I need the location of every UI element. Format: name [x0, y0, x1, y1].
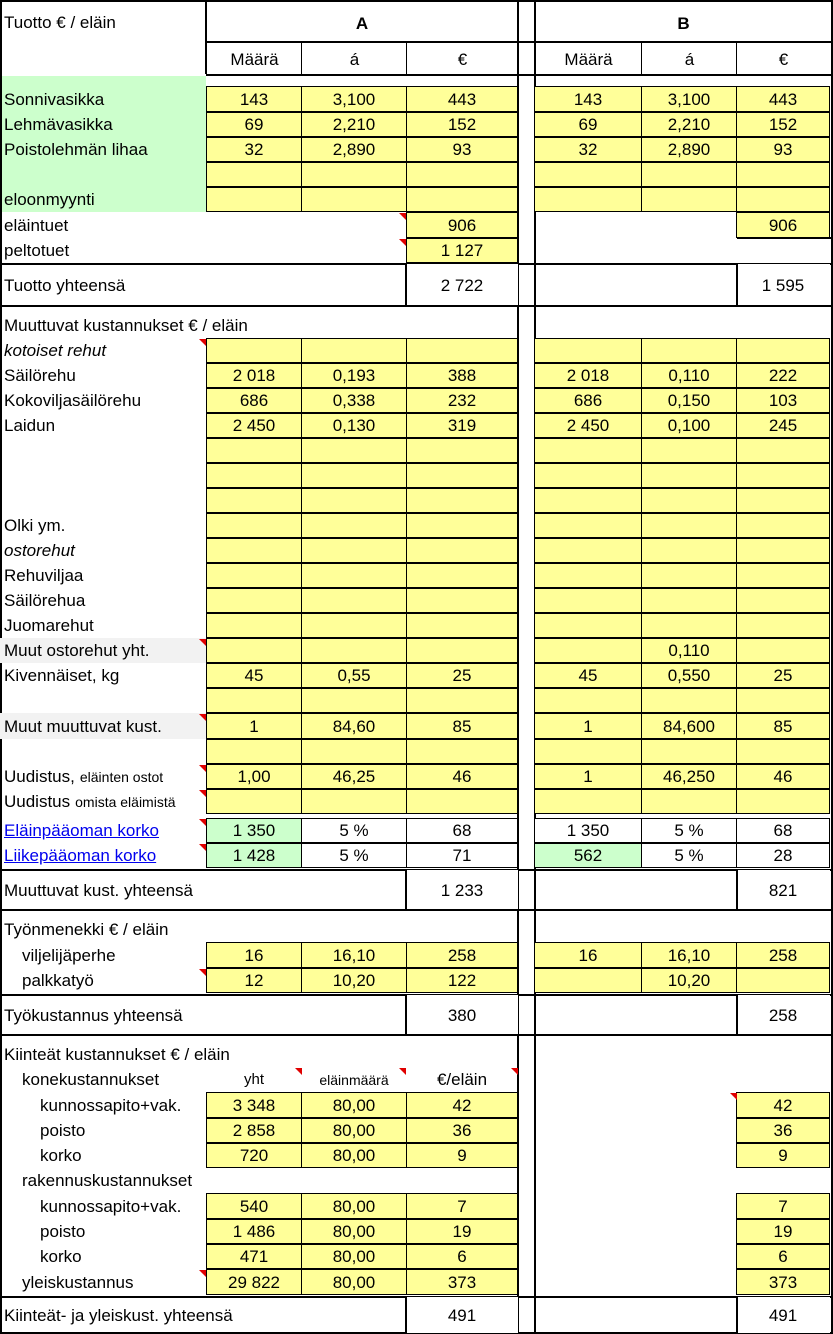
income-row-0-b-1[interactable]: 3,100 — [641, 86, 737, 112]
animal-capital-interest-a-2: 68 — [406, 818, 518, 843]
variable-total-a: 1 233 — [406, 870, 518, 910]
variable-cost-row-15-b-0[interactable]: 1 — [534, 713, 642, 739]
variable-cost-row-14-a-2[interactable] — [406, 688, 518, 713]
variable-cost-row-5-a-0[interactable] — [206, 463, 302, 488]
income-row-0-b-0[interactable]: 143 — [534, 86, 642, 112]
variable-cost-row-4-a-0[interactable] — [206, 438, 302, 463]
grid-line — [736, 870, 738, 910]
comment-indicator-icon[interactable] — [199, 639, 206, 646]
comment-indicator-icon[interactable] — [199, 765, 206, 772]
variable-cost-label — [0, 488, 206, 513]
labour-total-b: 258 — [736, 995, 830, 1035]
variable-cost-row-4-a-2[interactable] — [406, 438, 518, 463]
grid-line — [737, 237, 833, 239]
variable-cost-sublabel: eläinten ostot — [79, 768, 164, 785]
variable-cost-row-9-b-2[interactable] — [736, 563, 830, 588]
variable-cost-row-7-a-1[interactable] — [301, 513, 407, 538]
building-row-1-a-2[interactable]: 19 — [406, 1219, 518, 1244]
variable-cost-row-5-a-1[interactable] — [301, 463, 407, 488]
variable-cost-row-13-a-0[interactable]: 45 — [206, 663, 302, 688]
income-row-0-a-0[interactable]: 143 — [206, 86, 302, 112]
machinery-row-1-a-0[interactable]: 2 858 — [206, 1118, 302, 1143]
income-row-2-a-1[interactable]: 2,890 — [301, 137, 407, 162]
variable-cost-row-15-a-1[interactable]: 84,60 — [301, 713, 407, 739]
variable-cost-row-2-b-1[interactable]: 0,150 — [641, 388, 737, 413]
group-a-header: A — [355, 13, 369, 33]
building-row-0-a-0[interactable]: 540 — [206, 1193, 302, 1219]
variable-cost-label: Säilörehua — [4, 591, 86, 610]
section-line — [0, 909, 833, 911]
comment-indicator-icon[interactable] — [295, 1068, 302, 1075]
column-header-col_a: á — [641, 42, 737, 76]
income-row-1-a-1[interactable]: 2,210 — [301, 112, 407, 137]
variable-cost-row-12-b-1[interactable]: 0,110 — [641, 638, 737, 663]
variable-cost-label: Muut ostorehut yht. — [0, 638, 206, 663]
comment-indicator-icon[interactable] — [199, 714, 206, 721]
working-capital-interest-b-2: 28 — [736, 843, 830, 868]
comment-indicator-icon[interactable] — [730, 1093, 737, 1100]
variable-cost-row-13-a-1[interactable]: 0,55 — [301, 663, 407, 688]
machinery-row-1-label: poisto — [40, 1121, 86, 1140]
income-row-1-a-0[interactable]: 69 — [206, 112, 302, 137]
machinery-row-0-label: kunnossapito+vak. — [40, 1095, 182, 1115]
machinery-row-0-b[interactable]: 42 — [736, 1092, 830, 1118]
building-row-0-a-2[interactable]: 7 — [406, 1193, 518, 1219]
income-row-3-b-0[interactable] — [534, 162, 642, 187]
machinery-row-0-a-0[interactable]: 3 348 — [206, 1092, 302, 1118]
fixed-costs-title: Kiinteät kustannukset € / eläin — [4, 1044, 230, 1064]
variable-cost-row-3-b-0[interactable]: 2 450 — [534, 413, 642, 438]
working-capital-interest-link[interactable]: Liikepääoman korko — [4, 846, 157, 865]
variable-cost-label: Säilörehu — [4, 366, 76, 385]
variable-cost-row-12-b-0[interactable] — [534, 638, 642, 663]
variable-cost-row-2-a-1[interactable]: 0,338 — [301, 388, 407, 413]
variable-cost-row-9-a-1[interactable] — [301, 563, 407, 588]
income-row-1-b-1[interactable]: 2,210 — [641, 112, 737, 137]
building-row-2-a-0[interactable]: 471 — [206, 1244, 302, 1269]
grid-line — [405, 870, 407, 910]
variable-cost-row-15-b-2[interactable]: 85 — [736, 713, 830, 739]
income-row-0-a-1[interactable]: 3,100 — [301, 86, 407, 112]
income-total-a: 2 722 — [406, 264, 518, 306]
grid-line — [736, 995, 738, 1035]
variable-cost-row-10-a-2[interactable] — [406, 588, 518, 613]
machinery-label: konekustannukset — [22, 1070, 160, 1089]
building-row-2-a-1[interactable]: 80,00 — [301, 1244, 407, 1269]
income-row-label: Sonnivasikka — [4, 89, 105, 109]
variable-cost-row-6-b-2[interactable] — [736, 488, 830, 513]
animal-capital-interest-b-0[interactable]: 1 350 — [534, 818, 642, 843]
variable-cost-row-14-a-1[interactable] — [301, 688, 407, 713]
variable-cost-row-0-b-0[interactable] — [534, 338, 642, 363]
sheet-title: Tuotto € / eläin — [4, 13, 116, 32]
variable-cost-row-2-b-0[interactable]: 686 — [534, 388, 642, 413]
variable-cost-row-8-a-2[interactable] — [406, 538, 518, 563]
variable-cost-row-16-b-0[interactable] — [534, 739, 642, 764]
variable-cost-label — [0, 688, 206, 713]
grid-line — [405, 1297, 407, 1333]
income-row-2-b-0[interactable]: 32 — [534, 137, 642, 162]
variable-cost-row-0-b-2[interactable] — [736, 338, 830, 363]
income-row-3-b-2[interactable] — [736, 162, 830, 187]
elaintuet-label: eläintuet — [4, 215, 69, 235]
variable-cost-row-9-a-2[interactable] — [406, 563, 518, 588]
income-total-b: 1 595 — [736, 264, 830, 306]
variable-cost-label: Uudistus, eläinten ostot — [4, 767, 164, 786]
income-row-4-b-0[interactable] — [534, 187, 642, 212]
variable-cost-row-5-b-2[interactable] — [736, 463, 830, 488]
variable-cost-row-0-a-2[interactable] — [406, 338, 518, 363]
working-capital-interest-a-0[interactable]: 1 428 — [206, 843, 302, 868]
variable-cost-row-18-b-2[interactable] — [736, 789, 830, 814]
comment-indicator-icon[interactable] — [199, 339, 206, 346]
variable-cost-label: kotoiset rehut — [4, 341, 107, 360]
variable-cost-row-0-b-1[interactable] — [641, 338, 737, 363]
variable-cost-label: Laidun — [4, 416, 56, 435]
income-row-4-b-1[interactable] — [641, 187, 737, 212]
machinery-row-2-label: korko — [40, 1146, 82, 1165]
labour-row-0-a-1[interactable]: 16,10 — [301, 942, 407, 968]
building-row-1-label: poisto — [40, 1222, 86, 1241]
comment-indicator-icon[interactable] — [399, 1068, 406, 1075]
variable-cost-row-12-a-0[interactable] — [206, 638, 302, 663]
income-row-2-b-2[interactable]: 93 — [736, 137, 830, 162]
variable-cost-row-14-b-0[interactable] — [534, 688, 642, 713]
variable-cost-row-7-a-0[interactable] — [206, 513, 302, 538]
elaintuet-a[interactable]: 906 — [406, 212, 518, 238]
variable-cost-row-4-b-0[interactable] — [534, 438, 642, 463]
variable-cost-row-15-b-1[interactable]: 84,600 — [641, 713, 737, 739]
comment-indicator-icon[interactable] — [199, 819, 206, 826]
grid-line — [405, 264, 407, 306]
variable-cost-label: Uudistus omista eläimistä — [4, 792, 176, 811]
machinery-row-1-a-1[interactable]: 80,00 — [301, 1118, 407, 1143]
machinery-row-2-a-1[interactable]: 80,00 — [301, 1143, 407, 1168]
variable-total-label: Muuttuvat kust. yhteensä — [4, 880, 193, 900]
column-header-col_a: á — [301, 42, 407, 76]
building-row-0-b[interactable]: 7 — [736, 1193, 830, 1219]
peltotuet-a[interactable]: 1 127 — [406, 238, 518, 263]
variable-cost-row-7-b-0[interactable] — [534, 513, 642, 538]
labour-row-0-a-0[interactable]: 16 — [206, 942, 302, 968]
column-header-col_eur: € — [406, 42, 518, 76]
variable-cost-row-17-b-2[interactable]: 46 — [736, 764, 830, 789]
group-b-header: B — [677, 13, 690, 33]
variable-cost-row-8-b-0[interactable] — [534, 538, 642, 563]
variable-cost-row-1-b-2[interactable]: 222 — [736, 363, 830, 388]
variable-cost-row-16-a-1[interactable] — [301, 739, 407, 764]
variable-cost-label: Juomarehut — [4, 616, 94, 635]
income-row-label: eloonmyynti — [4, 190, 95, 209]
variable-cost-row-16-a-0[interactable] — [206, 739, 302, 764]
variable-cost-row-12-b-2[interactable] — [736, 638, 830, 663]
working-capital-interest-a-2: 71 — [406, 843, 518, 868]
variable-cost-label: Kokoviljasäilörehu — [4, 391, 142, 410]
labour-row-label: palkkatyö — [22, 971, 94, 990]
variable-cost-row-4-a-1[interactable] — [301, 438, 407, 463]
variable-cost-row-13-b-2[interactable]: 25 — [736, 663, 830, 688]
labour-row-0-b-1[interactable]: 16,10 — [641, 942, 737, 968]
variable-cost-row-3-b-1[interactable]: 0,100 — [641, 413, 737, 438]
variable-cost-row-15-a-0[interactable]: 1 — [206, 713, 302, 739]
variable-cost-row-14-b-1[interactable] — [641, 688, 737, 713]
labour-row-0-a-2[interactable]: 258 — [406, 942, 518, 968]
income-row-1-b-0[interactable]: 69 — [534, 112, 642, 137]
income-row-0-a-2[interactable]: 443 — [406, 86, 518, 112]
variable-cost-row-10-b-1[interactable] — [641, 588, 737, 613]
variable-cost-row-7-b-2[interactable] — [736, 513, 830, 538]
labour-row-1-a-1[interactable]: 10,20 — [301, 968, 407, 993]
variable-cost-row-18-b-1[interactable] — [641, 789, 737, 814]
variable-cost-row-4-b-1[interactable] — [641, 438, 737, 463]
animal-capital-interest-a-0[interactable]: 1 350 — [206, 818, 302, 843]
fixed-total-label: Kiinteät- ja yleiskust. yhteensä — [4, 1305, 233, 1325]
building-row-2-label: korko — [40, 1247, 82, 1266]
variable-cost-row-7-b-1[interactable] — [641, 513, 737, 538]
labour-row-1-a-0[interactable]: 12 — [206, 968, 302, 993]
variable-cost-row-18-a-1[interactable] — [301, 789, 407, 814]
comment-indicator-icon[interactable] — [199, 1270, 206, 1277]
variable-cost-row-0-a-0[interactable] — [206, 338, 302, 363]
building-row-1-a-1[interactable]: 80,00 — [301, 1219, 407, 1244]
fixed-total-a: 491 — [406, 1297, 518, 1333]
variable-cost-row-5-b-0[interactable] — [534, 463, 642, 488]
income-row-4-a-0[interactable] — [206, 187, 302, 212]
col-elainmaara: eläinmäärä — [319, 1071, 389, 1088]
variable-cost-label — [0, 739, 206, 764]
working-capital-interest-a-1: 5 % — [301, 843, 407, 868]
variable-cost-row-16-b-2[interactable] — [736, 739, 830, 764]
income-row-2-a-2[interactable]: 93 — [406, 137, 518, 162]
column-header-col_eur: € — [736, 42, 830, 76]
column-header-col_maara: Määrä — [534, 42, 642, 76]
variable-cost-row-5-b-1[interactable] — [641, 463, 737, 488]
grid-line — [736, 264, 738, 306]
labour-row-0-b-2[interactable]: 258 — [736, 942, 830, 968]
overhead-row-label: yleiskustannus — [22, 1272, 134, 1292]
variable-cost-row-16-a-2[interactable] — [406, 739, 518, 764]
elaintuet-b[interactable]: 906 — [736, 212, 830, 238]
variable-cost-row-1-a-1[interactable]: 0,193 — [301, 363, 407, 388]
income-row-4-b-2[interactable] — [736, 187, 830, 212]
comment-indicator-icon[interactable] — [511, 1068, 518, 1075]
grid-line — [736, 1297, 738, 1333]
variable-cost-row-17-b-0[interactable]: 1 — [534, 764, 642, 789]
comment-indicator-icon[interactable] — [199, 790, 206, 797]
income-row-label: Poistolehmän lihaa — [4, 140, 148, 159]
variable-cost-row-1-b-1[interactable]: 0,110 — [641, 363, 737, 388]
working-capital-interest-b-0[interactable]: 562 — [534, 843, 642, 868]
variable-cost-row-11-b-1[interactable] — [641, 613, 737, 638]
labour-title: Työnmenekki € / eläin — [4, 919, 169, 939]
variable-cost-row-11-a-0[interactable] — [206, 613, 302, 638]
income-total-label: Tuotto yhteensä — [4, 275, 126, 295]
variable-cost-row-13-b-0[interactable]: 45 — [534, 663, 642, 688]
overhead-row-a-1[interactable]: 80,00 — [301, 1269, 407, 1295]
variable-cost-label: ostorehut — [4, 541, 75, 560]
animal-capital-interest-link[interactable]: Eläinpääoman korko — [4, 821, 159, 840]
animal-capital-interest-b-1: 5 % — [641, 818, 737, 843]
labour-row-1-b-1[interactable]: 10,20 — [641, 968, 737, 993]
variable-cost-row-11-a-1[interactable] — [301, 613, 407, 638]
variable-cost-row-0-a-1[interactable] — [301, 338, 407, 363]
comment-indicator-icon[interactable] — [199, 844, 206, 851]
variable-cost-row-18-b-0[interactable] — [534, 789, 642, 814]
variable-cost-row-17-a-1[interactable]: 46,25 — [301, 764, 407, 789]
variable-cost-row-13-b-1[interactable]: 0,550 — [641, 663, 737, 688]
variable-cost-row-1-a-2[interactable]: 388 — [406, 363, 518, 388]
working-capital-interest-b-1: 5 % — [641, 843, 737, 868]
variable-cost-label: Muut muuttuvat kust. — [0, 713, 206, 739]
col-yht: yht — [243, 1071, 264, 1088]
buildings-label: rakennuskustannukset — [22, 1171, 193, 1190]
income-row-1-a-2[interactable]: 152 — [406, 112, 518, 137]
variable-cost-row-3-a-1[interactable]: 0,130 — [301, 413, 407, 438]
variable-cost-label: Rehuviljaa — [4, 566, 84, 585]
variable-cost-row-3-a-2[interactable]: 319 — [406, 413, 518, 438]
variable-cost-row-10-b-0[interactable] — [534, 588, 642, 613]
variable-cost-row-16-b-1[interactable] — [641, 739, 737, 764]
variable-cost-row-12-a-1[interactable] — [301, 638, 407, 663]
variable-cost-row-18-a-2[interactable] — [406, 789, 518, 814]
income-row-label: Lehmävasikka — [4, 115, 113, 134]
income-row-2-b-1[interactable]: 2,890 — [641, 137, 737, 162]
comment-indicator-icon[interactable] — [399, 239, 406, 246]
variable-cost-row-6-a-2[interactable] — [406, 488, 518, 513]
variable-cost-row-17-a-0[interactable]: 1,00 — [206, 764, 302, 789]
building-row-2-b[interactable]: 6 — [736, 1244, 830, 1269]
variable-cost-row-9-b-0[interactable] — [534, 563, 642, 588]
overhead-row-b[interactable]: 373 — [736, 1269, 830, 1295]
variable-cost-row-2-a-0[interactable]: 686 — [206, 388, 302, 413]
variable-cost-row-18-a-0[interactable] — [206, 789, 302, 814]
income-row-1-b-2[interactable]: 152 — [736, 112, 830, 137]
overhead-row-a-0[interactable]: 29 822 — [206, 1269, 302, 1295]
income-row-3-a-0[interactable] — [206, 162, 302, 187]
variable-cost-row-8-b-1[interactable] — [641, 538, 737, 563]
peltotuet-label: peltotuet — [4, 241, 70, 260]
section-line — [0, 1034, 833, 1036]
variable-cost-row-17-a-2[interactable]: 46 — [406, 764, 518, 789]
machinery-row-0-a-2[interactable]: 42 — [406, 1092, 518, 1118]
income-row-label — [0, 162, 206, 187]
variable-cost-row-14-a-0[interactable] — [206, 688, 302, 713]
variable-cost-row-10-a-1[interactable] — [301, 588, 407, 613]
variable-cost-row-4-b-2[interactable] — [736, 438, 830, 463]
variable-cost-row-1-b-0[interactable]: 2 018 — [534, 363, 642, 388]
income-row-0-b-2[interactable]: 443 — [736, 86, 830, 112]
machinery-row-0-a-1[interactable]: 80,00 — [301, 1092, 407, 1118]
income-row-3-b-1[interactable] — [641, 162, 737, 187]
comment-indicator-icon[interactable] — [199, 969, 206, 976]
variable-cost-row-11-b-0[interactable] — [534, 613, 642, 638]
building-row-0-label: kunnossapito+vak. — [40, 1196, 182, 1216]
variable-cost-label: Olki ym. — [4, 516, 66, 535]
variable-cost-row-2-b-2[interactable]: 103 — [736, 388, 830, 413]
variable-cost-row-10-b-2[interactable] — [736, 588, 830, 613]
variable-cost-row-2-a-2[interactable]: 232 — [406, 388, 518, 413]
labour-total-a: 380 — [406, 995, 518, 1035]
variable-cost-row-11-b-2[interactable] — [736, 613, 830, 638]
machinery-row-2-b[interactable]: 9 — [736, 1143, 830, 1168]
labour-row-1-b-2[interactable] — [736, 968, 830, 993]
variable-costs-title: Muuttuvat kustannukset € / eläin — [4, 315, 248, 335]
variable-cost-row-6-a-1[interactable] — [301, 488, 407, 513]
building-row-1-a-0[interactable]: 1 486 — [206, 1219, 302, 1244]
machinery-row-1-a-2[interactable]: 36 — [406, 1118, 518, 1143]
variable-cost-row-12-a-2[interactable] — [406, 638, 518, 663]
variable-cost-row-6-b-0[interactable] — [534, 488, 642, 513]
variable-cost-row-7-a-2[interactable] — [406, 513, 518, 538]
labour-row-1-b-0[interactable] — [534, 968, 642, 993]
labour-row-0-b-0[interactable]: 16 — [534, 942, 642, 968]
animal-capital-interest-b-2: 68 — [736, 818, 830, 843]
machinery-row-1-b[interactable]: 36 — [736, 1118, 830, 1143]
income-row-4-a-1[interactable] — [301, 187, 407, 212]
section-line — [0, 305, 833, 307]
building-row-1-b[interactable]: 19 — [736, 1219, 830, 1244]
labour-total-label: Työkustannus yhteensä — [4, 1005, 183, 1025]
variable-cost-row-14-b-2[interactable] — [736, 688, 830, 713]
variable-cost-row-9-b-1[interactable] — [641, 563, 737, 588]
variable-cost-row-8-b-2[interactable] — [736, 538, 830, 563]
variable-cost-row-8-a-1[interactable] — [301, 538, 407, 563]
col-per-animal: €/eläin — [436, 1070, 488, 1089]
variable-cost-row-6-b-1[interactable] — [641, 488, 737, 513]
machinery-row-2-a-2[interactable]: 9 — [406, 1143, 518, 1168]
variable-cost-row-3-a-0[interactable]: 2 450 — [206, 413, 302, 438]
building-row-0-a-1[interactable]: 80,00 — [301, 1193, 407, 1219]
header-bottom — [206, 74, 832, 76]
variable-cost-row-11-a-2[interactable] — [406, 613, 518, 638]
variable-cost-row-10-a-0[interactable] — [206, 588, 302, 613]
animal-capital-interest-a-1: 5 % — [301, 818, 407, 843]
variable-cost-row-15-a-2[interactable]: 85 — [406, 713, 518, 739]
variable-cost-label — [0, 438, 206, 463]
income-row-3-a-2[interactable] — [406, 162, 518, 187]
overhead-row-a-2[interactable]: 373 — [406, 1269, 518, 1295]
building-row-2-a-2[interactable]: 6 — [406, 1244, 518, 1269]
grid-line — [405, 995, 407, 1035]
variable-cost-row-1-a-0[interactable]: 2 018 — [206, 363, 302, 388]
column-header-col_maara: Määrä — [206, 42, 302, 76]
variable-cost-label: Kivennäiset, kg — [4, 666, 120, 685]
variable-cost-row-6-a-0[interactable] — [206, 488, 302, 513]
income-row-3-a-1[interactable] — [301, 162, 407, 187]
comment-indicator-icon[interactable] — [399, 213, 406, 220]
variable-cost-row-17-b-1[interactable]: 46,250 — [641, 764, 737, 789]
variable-cost-row-3-b-2[interactable]: 245 — [736, 413, 830, 438]
machinery-row-2-a-0[interactable]: 720 — [206, 1143, 302, 1168]
variable-cost-row-13-a-2[interactable]: 25 — [406, 663, 518, 688]
fixed-total-b: 491 — [736, 1297, 830, 1333]
variable-total-b: 821 — [736, 870, 830, 910]
variable-cost-row-5-a-2[interactable] — [406, 463, 518, 488]
variable-cost-row-9-a-0[interactable] — [206, 563, 302, 588]
income-row-2-a-0[interactable]: 32 — [206, 137, 302, 162]
labour-row-label: viljelijäperhe — [22, 945, 116, 965]
income-row-4-a-2[interactable] — [406, 187, 518, 212]
variable-cost-sublabel: omista eläimistä — [75, 793, 176, 810]
labour-row-1-a-2[interactable]: 122 — [406, 968, 518, 993]
variable-cost-row-8-a-0[interactable] — [206, 538, 302, 563]
variable-cost-label — [0, 463, 206, 488]
